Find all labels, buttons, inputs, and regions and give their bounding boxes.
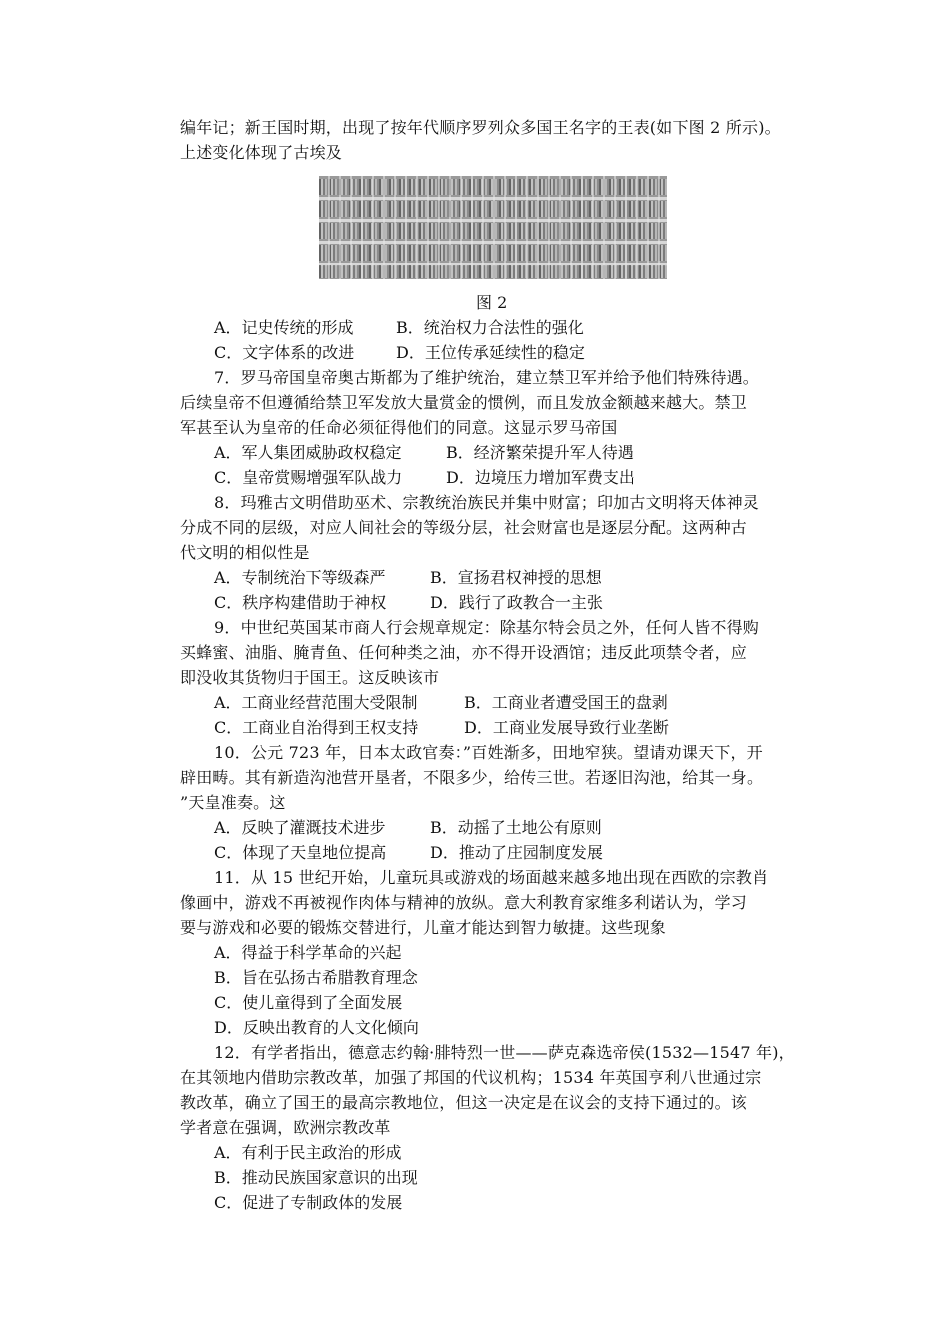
king-list-image <box>319 176 667 279</box>
q8-option-d: D．践行了政教合一主张 <box>430 593 603 612</box>
q12-option-c: C．促进了专制政体的发展 <box>214 1193 403 1212</box>
q11-line-2: 像画中，游戏不再被视作肉体与精神的放纵。意大利教育家维多利诺认为，学习 <box>180 893 748 912</box>
q12-option-b: B．推动民族国家意识的出现 <box>214 1168 418 1187</box>
q11-option-c: C．使儿童得到了全面发展 <box>214 993 403 1012</box>
q6-option-a: A．记史传统的形成 <box>214 318 354 337</box>
q7-line-1: 7．罗马帝国皇帝奥古斯都为了维护统治，建立禁卫军并给予他们特殊待遇。 <box>214 368 759 387</box>
q10-line-3: ”天皇准奏。这 <box>180 793 286 812</box>
q10-option-a: A．反映了灌溉技术进步 <box>214 818 386 837</box>
figure-caption: 图 2 <box>476 293 508 312</box>
q8-line-2: 分成不同的层级，对应人间社会的等级分层，社会财富也是逐层分配。这两种古 <box>180 518 748 537</box>
q6-option-b: B．统治权力合法性的强化 <box>396 318 584 337</box>
q10-line-2: 辟田畴。其有新造沟池营开垦者，不限多少，给传三世。若逐旧沟池，给其一身。 <box>180 768 764 787</box>
q12-line-1: 12．有学者指出，德意志约翰·腓特烈一世——萨克森选帝侯(1532—1547 年)， <box>214 1043 795 1062</box>
q12-line-3: 教改革，确立了国王的最高宗教地位，但这一决定是在议会的支持下通过的。该 <box>180 1093 748 1112</box>
q11-line-3: 要与游戏和必要的锻炼交替进行，儿童才能达到智力敏捷。这些现象 <box>180 918 667 937</box>
q8-option-c: C．秩序构建借助于神权 <box>214 593 387 612</box>
q11-option-d: D．反映出教育的人文化倾向 <box>214 1018 419 1037</box>
q10-option-c: C．体现了天皇地位提高 <box>214 843 387 862</box>
q7-option-a: A．军人集团威胁政权稳定 <box>214 443 402 462</box>
q8-line-1: 8．玛雅古文明借助巫术、宗教统治族民并集中财富；印加古文明将天体神灵 <box>214 493 759 512</box>
q9-line-1: 9．中世纪英国某市商人行会规章规定：除基尔特会员之外，任何人皆不得购 <box>214 618 759 637</box>
q12-line-2: 在其领地内借助宗教改革，加强了邦国的代议机构；1534 年英国亨利八世通过宗 <box>180 1068 762 1087</box>
q9-option-c: C．工商业自治得到王权支持 <box>214 718 419 737</box>
q7-line-2: 后续皇帝不但遵循给禁卫军发放大量赏金的惯例，而且发放金额越来越大。禁卫 <box>180 393 748 412</box>
q10-option-b: B．动摇了土地公有原则 <box>430 818 602 837</box>
q8-line-3: 代文明的相似性是 <box>180 543 310 562</box>
q12-line-4: 学者意在强调，欧洲宗教改革 <box>180 1118 391 1137</box>
q9-line-2: 买蜂蜜、油脂、腌青鱼、任何种类之油，亦不得开设酒馆；违反此项禁令者，应 <box>180 643 748 662</box>
intro-line-1: 编年记；新王国时期，出现了按年代顺序罗列众多国王名字的王表(如下图 2 所示)。 <box>180 118 781 137</box>
q9-line-3: 即没收其货物归于国王。这反映该市 <box>180 668 440 687</box>
q7-line-3: 军甚至认为皇帝的任命必须征得他们的同意。这显示罗马帝国 <box>180 418 618 437</box>
intro-line-2: 上述变化体现了古埃及 <box>180 143 343 162</box>
q11-line-1: 11．从 15 世纪开始，儿童玩具或游戏的场面越来越多地出现在西欧的宗教肖 <box>214 868 769 887</box>
q6-option-d: D．王位传承延续性的稳定 <box>396 343 585 362</box>
q8-option-a: A．专制统治下等级森严 <box>214 568 386 587</box>
q10-option-d: D．推动了庄园制度发展 <box>430 843 603 862</box>
q11-option-b: B．旨在弘扬古希腊教育理念 <box>214 968 418 987</box>
q11-option-a: A．得益于科学革命的兴起 <box>214 943 402 962</box>
q12-option-a: A．有利于民主政治的形成 <box>214 1143 402 1162</box>
q9-option-b: B．工商业者遭受国王的盘剥 <box>464 693 668 712</box>
q8-option-b: B．宣扬君权神授的思想 <box>430 568 602 587</box>
q7-option-b: B．经济繁荣提升军人待遇 <box>446 443 634 462</box>
q10-line-1: 10．公元 723 年，日本太政官奏：”百姓渐多，田地窄狭。望请劝课天下，开 <box>214 743 763 762</box>
q6-option-c: C．文字体系的改进 <box>214 343 355 362</box>
q9-option-d: D．工商业发展导致行业垄断 <box>464 718 669 737</box>
q7-option-c: C．皇帝赏赐增强军队战力 <box>214 468 403 487</box>
q9-option-a: A．工商业经营范围大受限制 <box>214 693 418 712</box>
q7-option-d: D．边境压力增加军费支出 <box>446 468 635 487</box>
